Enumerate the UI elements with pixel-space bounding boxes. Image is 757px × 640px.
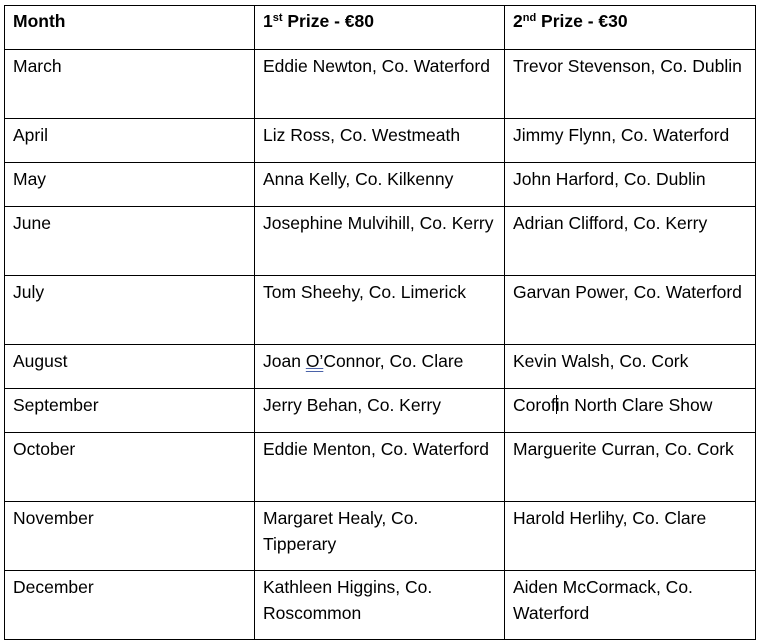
- table-row: [5, 119, 756, 163]
- second-prize-text-end: in North Clare Show: [555, 395, 713, 415]
- second-prize-label: Prize - €30: [536, 11, 628, 31]
- first-prize-ordinal: 1: [263, 11, 273, 31]
- first-prize-cell[interactable]: Eddie Newton, Co. Waterford: [255, 50, 505, 119]
- first-prize-cell[interactable]: Jerry Behan, Co. Kerry: [255, 389, 505, 433]
- second-prize-cell[interactable]: Garvan Power, Co. Waterford: [505, 276, 756, 345]
- prize-winners-table: [4, 5, 756, 640]
- first-prize-cell[interactable]: Kathleen Higgins, Co. Roscommon: [255, 571, 505, 640]
- month-cell[interactable]: December: [5, 571, 255, 640]
- first-prize-text-end: Connor, Co. Clare: [323, 351, 464, 371]
- first-prize-ordinal-suffix: st: [272, 12, 283, 24]
- second-prize-cell[interactable]: Kevin Walsh, Co. Cork: [505, 345, 756, 389]
- month-cell[interactable]: November: [5, 502, 255, 571]
- table-row: [5, 163, 756, 207]
- month-cell[interactable]: March: [5, 50, 255, 119]
- table-row: [5, 502, 756, 571]
- table-row: [5, 571, 756, 640]
- second-prize-cell[interactable]: Jimmy Flynn, Co. Waterford: [505, 119, 756, 163]
- first-prize-column-header: [255, 6, 505, 50]
- spellcheck-flagged-word[interactable]: O’: [305, 351, 324, 371]
- second-prize-ordinal-suffix: nd: [522, 12, 537, 24]
- second-prize-cell[interactable]: John Harford, Co. Dublin: [505, 163, 756, 207]
- second-prize-cell[interactable]: Trevor Stevenson, Co. Dublin: [505, 50, 756, 119]
- first-prize-cell[interactable]: Margaret Healy, Co. Tipperary: [255, 502, 505, 571]
- second-prize-ordinal: 2: [513, 11, 523, 31]
- first-prize-cell[interactable]: [255, 345, 505, 389]
- second-prize-cell[interactable]: Adrian Clifford, Co. Kerry: [505, 207, 756, 276]
- first-prize-cell[interactable]: Anna Kelly, Co. Kilkenny: [255, 163, 505, 207]
- table-header-row: [5, 6, 756, 50]
- month-cell[interactable]: July: [5, 276, 255, 345]
- first-prize-cell[interactable]: Liz Ross, Co. Westmeath: [255, 119, 505, 163]
- month-cell[interactable]: September: [5, 389, 255, 433]
- second-prize-cell[interactable]: Marguerite Curran, Co. Cork: [505, 433, 756, 502]
- table-row: [5, 345, 756, 389]
- month-cell[interactable]: May: [5, 163, 255, 207]
- second-prize-text-start: Corof: [513, 395, 556, 415]
- month-cell[interactable]: October: [5, 433, 255, 502]
- second-prize-column-header: [505, 6, 756, 50]
- first-prize-label: Prize - €80: [282, 11, 374, 31]
- second-prize-cell[interactable]: Aiden McCormack, Co. Waterford: [505, 571, 756, 640]
- month-cell[interactable]: August: [5, 345, 255, 389]
- first-prize-cell[interactable]: Tom Sheehy, Co. Limerick: [255, 276, 505, 345]
- table-row: [5, 276, 756, 345]
- table-row: [5, 50, 756, 119]
- table-row: [5, 389, 756, 433]
- table-row: [5, 433, 756, 502]
- month-cell[interactable]: April: [5, 119, 255, 163]
- month-column-header: [5, 6, 255, 50]
- month-header-label: Month: [13, 11, 66, 31]
- second-prize-cell[interactable]: Harold Herlihy, Co. Clare: [505, 502, 756, 571]
- first-prize-cell[interactable]: Eddie Menton, Co. Waterford: [255, 433, 505, 502]
- month-cell[interactable]: June: [5, 207, 255, 276]
- second-prize-cell[interactable]: [505, 389, 756, 433]
- first-prize-text-start: Joan: [263, 351, 306, 371]
- table-row: [5, 207, 756, 276]
- first-prize-cell[interactable]: Josephine Mulvihill, Co. Kerry: [255, 207, 505, 276]
